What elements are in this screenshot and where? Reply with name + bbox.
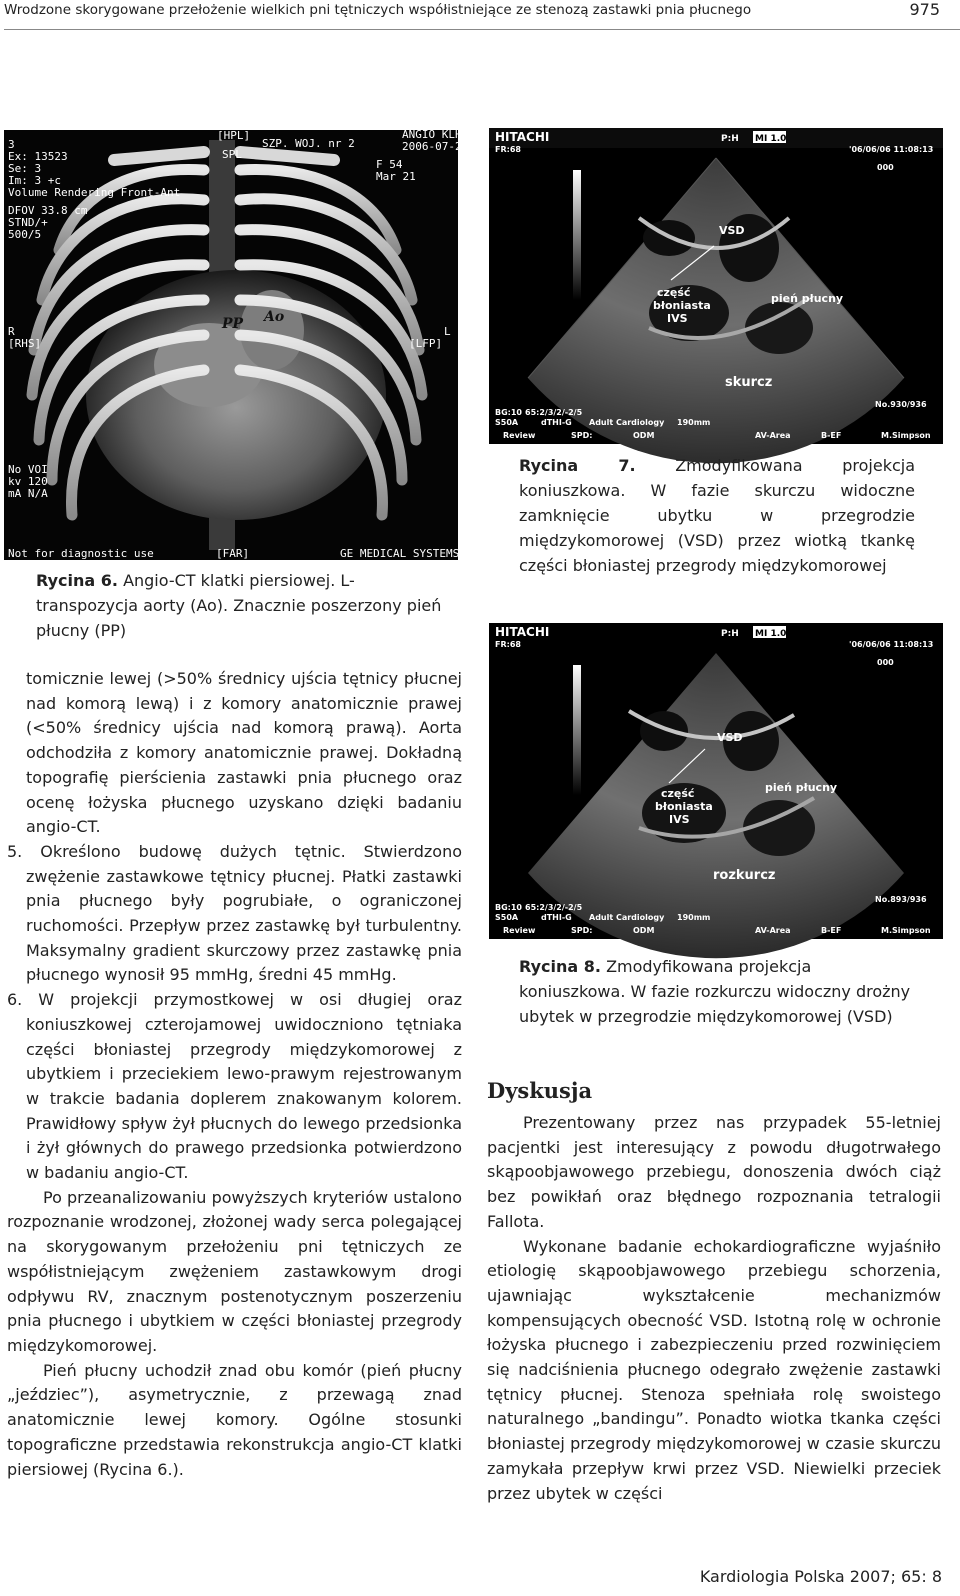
figure-7-caption-text: Zmodyfikowana projekcja koniuszkowa. W fazie skurczu widoczne zamknięcie ubytku w przegrodzie międzykomorowej (VSD) przez wiotką tkankę części błoniastej przegrody międzykomorowej xyxy=(519,456,916,575)
ct-label-ao: Ao xyxy=(264,309,285,325)
left-paragraph-diagnosis: Po przeanalizowaniu powyższych kryteriów ustalono rozpoznanie wrodzonej, złożonej wady serca polegającej na skorygowanym przełożeniu pni tętniczych ze współistniejącym zwężeniem zastawkowym drogi odpływu RV, znacznym postenotycznym poszerzeniu pnia płucnego i ubytkiem w części błoniastej przegrody międzykomorowej. xyxy=(7,1187,462,1355)
figure-8-caption-text: Zmodyfikowana projekcja koniuszkowa. W fazie rozkurczu widoczny drożny ubytek w przegrodzie międzykomorowej (VSD) xyxy=(519,957,911,1026)
figure-6-caption-label: Rycina 6. xyxy=(36,571,118,590)
echo7-mi: MI 1.0 xyxy=(755,134,787,144)
echo8-depth: 190mm xyxy=(677,913,711,922)
echo8-number: No.893/936 xyxy=(875,895,927,904)
ct-overlay-far: [FAR] xyxy=(216,547,250,560)
echo7-framerate: FR:68 xyxy=(495,145,521,154)
figure-7-caption-label: Rycina 7. xyxy=(519,456,636,475)
echo8-label-vsd: VSD xyxy=(717,731,743,744)
echo7-label-trunk: pień płucny xyxy=(771,292,844,305)
discussion-paragraph-1: Prezentowany przez nas przypadek 55-letniej pacjentki jest interesujący z powodu długotrwałego skąpoobjawowego przebiegu, donoszenia dwóch ciąż bez powikłań oraz błędnego rozpoznania tetralogii Fallota. xyxy=(487,1113,941,1231)
left-paragraph-continuation: tomicznie lewej (>50% średnicy ujścia tętnicy płucnej nad komorą lewą) i z komory anatomicznie prawej (<50% średnicy ujścia nad komorą prawą). Aorta odchodziła z komory anatomicznie prawej. Dokładną topografię pierścienia zastawki pnia płucnego oraz ocenę łożyska płucnego uzyskano dzięki badaniu angio-CT. xyxy=(26,669,462,837)
ct-overlay-exam: Ex: 13523 xyxy=(8,150,68,163)
echo7-membranous-line3: IVS xyxy=(667,312,688,325)
echo7-odm: ODM xyxy=(633,431,655,440)
ct-overlay-lfp: [LFP] xyxy=(409,337,443,350)
echo7-number: No.930/936 xyxy=(875,400,927,409)
echo7-membranous-line1: część xyxy=(657,286,691,299)
echo8-brand: HITACHI xyxy=(495,625,550,639)
ct-overlay-study: ANGIO KLH xyxy=(402,128,462,141)
ct-overlay-rendering: Volume Rendering Front-Ant xyxy=(8,186,181,199)
ct-overlay-vendor: GE MEDICAL SYSTEMS xyxy=(340,547,460,560)
header-divider xyxy=(4,29,960,30)
echo7-membranous-line2: błoniasta xyxy=(653,299,711,312)
figure-8-image xyxy=(489,623,943,939)
echo8-membranous-line3: IVS xyxy=(669,813,690,826)
echo7-av: AV-Area xyxy=(755,431,791,440)
echo8-odm: ODM xyxy=(633,926,655,935)
running-header-title: Wrodzone skorygowane przełożenie wielkich pni tętniczych współistniejące ze stenozą zastawki pnia płucnego xyxy=(4,2,752,18)
echo8-simpson: M.Simpson xyxy=(881,926,931,935)
list-item-5: 5. Określono budowę dużych tętnic. Stwierdzono zwężenie zastawkowe tętnicy płucnej. Płatki zastawki pnia płucnego były pogrubiałe, o ograniczonej ruchomości. Przepływ przez zastawkę był turbulentny. Maksymalny gradient skurczowy przez zastawkę pnia płucnego wynosił 95 mmHg, średni 45 mmHg. xyxy=(7,841,462,985)
ct-overlay-spl: SPL xyxy=(222,148,242,161)
echo8-preset: 65:2/3/2/-2/5 xyxy=(525,903,583,912)
echo7-probe: S50A xyxy=(495,418,519,427)
discussion-paragraph-2: Wykonane badanie echokardiograficzne wyjaśniło etiologię skąpoobjawowego przebiegu schorzenia, ujawniając wykształcenie mechanizmów kompensujących obecność VSD. Istotną rolę w ochronie łożyska płucnego i zabezpieczeniu przed rozwinięciem się nadciśnienia płucnego odegrało zwężenie zastawki tętnicy płucnej. Stenoza spełniała rolę swoistego naturalnego „bandingu”. Ponadto wiotka tkanka części błoniastej przegrody międzykomorowej w czasie skurczu zamykała przepływ krwi przez VSD. Niewielki przeciek przez ubytek w części xyxy=(487,1236,941,1503)
echo7-bg: BG:10 xyxy=(495,408,522,417)
echo8-counter: 000 xyxy=(877,658,894,667)
figure-6-caption xyxy=(36,568,446,643)
ct-overlay-l: L xyxy=(444,325,451,338)
echo7-date: '06/06/06 11:08:13 xyxy=(849,145,934,154)
echo7-mode: Adult Cardiology xyxy=(589,418,665,427)
echo7-counter: 000 xyxy=(877,163,894,172)
section-title-discussion: Dyskusja xyxy=(487,1078,593,1103)
ct-overlay-sex-age: F 54 xyxy=(376,158,403,171)
ct-overlay-kv: kv 120 xyxy=(8,475,48,488)
figure-6-image xyxy=(4,128,469,560)
echo8-label-phase: rozkurcz xyxy=(713,868,776,883)
ct-overlay-hpl: [HPL] xyxy=(217,129,251,142)
echo7-preset: 65:2/3/2/-2/5 xyxy=(525,408,583,417)
echo7-spd: SPD: xyxy=(571,431,593,440)
journal-footer: Kardiologia Polska 2007; 65: 8 xyxy=(699,1567,942,1586)
list-item-6: 6. W projekcji przymostkowej w osi długiej oraz koniuszkowej czterojamowej uwidoczniono tętniaka części błoniastej przegrody międzykomorowej z ubytkiem i przeciekiem lewo-prawym rejestrowanym w trakcie badania doplerem znakowanym kolorem. Prawidłowy spływ żył płucnych do lewego przedsionka i żył głównych do prawego przedsionka potwierdzono w badaniu angio-CT. xyxy=(7,990,462,1183)
echo8-mode: Adult Cardiology xyxy=(589,913,665,922)
ct-overlay-voi: No VOI xyxy=(8,463,48,476)
ct-overlay-window: 500/5 xyxy=(8,228,42,241)
ct-overlay-im: Im: 3 +c xyxy=(8,174,61,187)
echo7-thi: dTHI-G xyxy=(541,418,572,427)
echo8-label-trunk: pień płucny xyxy=(765,781,838,794)
ct-overlay-date: 2006-07-21 xyxy=(402,140,469,153)
ct-overlay-se: Se: 3 xyxy=(8,162,42,175)
ct-overlay-rhs: [RHS] xyxy=(8,337,42,350)
echo8-membranous-line2: błoniasta xyxy=(655,800,713,813)
figure-8-caption xyxy=(519,954,915,1029)
echo8-thi: dTHI-G xyxy=(541,913,572,922)
left-paragraph-pulmonary-trunk: Pień płucny uchodził znad obu komór (pień płucny „jeździec”), asymetrycznie, z przewagą znad anatomicznie lewej komory. Ogólne stosunki topograficzne przedstawia rekonstrukcja angio-CT klatki piersiowej (Rycina 6.). xyxy=(7,1360,462,1479)
echo7-label-phase: skurcz xyxy=(725,375,773,390)
echo8-bg: BG:10 xyxy=(495,903,522,912)
ct-overlay-r: R xyxy=(8,325,15,338)
echo7-bef: B-EF xyxy=(821,431,842,440)
ct-overlay-stnd: STND/+ xyxy=(8,216,48,229)
echo8-probe: S50A xyxy=(495,913,519,922)
echo8-ph: P:H xyxy=(721,629,739,639)
echo8-membranous-line1: część xyxy=(661,787,695,800)
ct-overlay-month: Mar 21 xyxy=(376,170,416,183)
figure-7-caption xyxy=(519,453,915,578)
ct-overlay-series: 3 xyxy=(8,138,15,151)
echo8-mi: MI 1.0 xyxy=(755,629,787,639)
ct-overlay-hospital: SZP. WOJ. nr 2 xyxy=(262,137,355,150)
echo7-simpson: M.Simpson xyxy=(881,431,931,440)
page-number: 975 xyxy=(909,0,940,19)
left-column-text xyxy=(7,667,462,1482)
echo7-label-vsd: VSD xyxy=(719,224,745,237)
echo7-depth: 190mm xyxy=(677,418,711,427)
echo7-brand: HITACHI xyxy=(495,130,550,144)
echo8-framerate: FR:68 xyxy=(495,640,521,649)
ct-overlay-ma: mA N/A xyxy=(8,487,48,500)
ct-overlay-dfov: DFOV 33.8 cm xyxy=(8,204,88,217)
figure-6-caption-text: Angio-CT klatki piersiowej. L-transpozycja aorty (Ao). Znacznie poszerzony pień płucny (PP) xyxy=(36,571,442,640)
figure-7-image xyxy=(489,128,943,444)
ct-label-pp: PP xyxy=(222,316,244,332)
echo8-av: AV-Area xyxy=(755,926,791,935)
echo7-ph: P:H xyxy=(721,134,739,144)
echo8-review: Review xyxy=(503,926,536,935)
echo8-bef: B-EF xyxy=(821,926,842,935)
figure-8-caption-label: Rycina 8. xyxy=(519,957,601,976)
ct-overlay-disclaimer: Not for diagnostic use xyxy=(8,547,154,560)
echo8-date: '06/06/06 11:08:13 xyxy=(849,640,934,649)
echo8-spd: SPD: xyxy=(571,926,593,935)
right-column-text xyxy=(487,1111,941,1506)
echo7-review: Review xyxy=(503,431,536,440)
